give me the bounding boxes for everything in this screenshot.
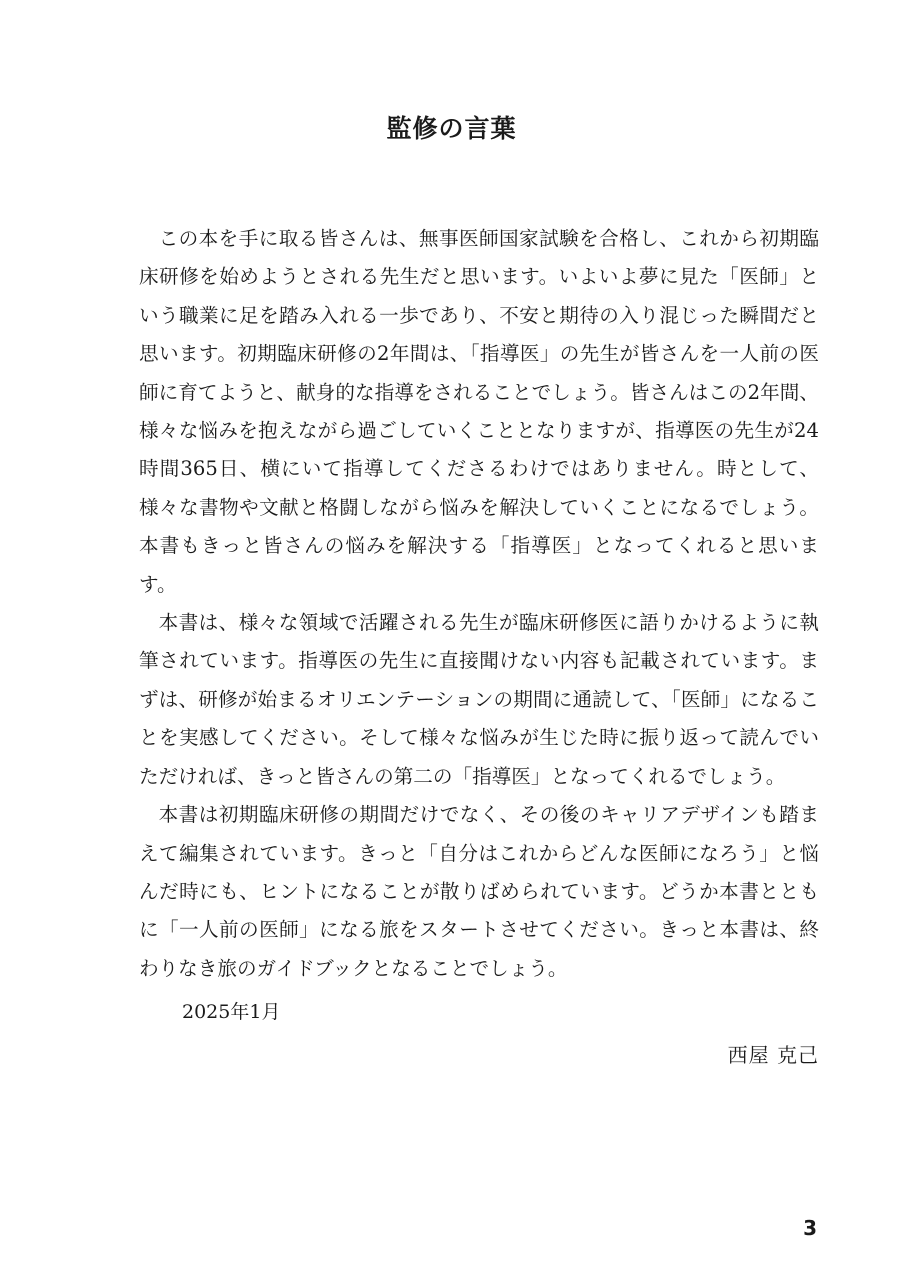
page-title: 監修の言葉 bbox=[386, 113, 517, 143]
author-signature: 西屋 克己 bbox=[727, 1043, 819, 1067]
paragraph-3: 本書は初期臨床研修の期間だけでなく、その後のキャリアデザインも踏まえて編集されています。きっと「自分はこれからどんな医師になろう」と悩んだ時にも、ヒントになることが散りばめられています。どうか本書とともに「一人前の医師」になる旅をスタートさせてください。きっと本書は、終わりなき旅のガイドブックとなることでしょう。 bbox=[139, 803, 819, 980]
paragraph-2: 本書は、様々な領域で活躍される先生が臨床研修医に語りかけるように執筆されています。指導医の先生に直接聞けない内容も記載されています。まずは、研修が始まるオリエンテーションの期間に通読して、「医師」になることを実感してください。そして様々な悩みが生じた時に振り返って読んでいただければ、きっと皆さんの第二の「指導医」となってくれるでしょう。 bbox=[139, 611, 819, 788]
page-number: 3 bbox=[803, 1216, 817, 1240]
date: 2025年1月 bbox=[182, 1001, 281, 1023]
paragraph-1: この本を手に取る皆さんは、無事医師国家試験を合格し、これから初期臨床研修を始めようとされる先生だと思います。いよいよ夢に見た「医師」という職業に足を踏み入れる一歩であり、不安と期待の入り混じった瞬間だと思います。初期臨床研修の2年間は、「指導医」の先生が皆さんを一人前の医師に育てようと、献身的な指導をされることでしょう。皆さんはこの2年間、様々な悩みを抱えながら過ごしていくこととなりますが、指導医の先生が24時間365日、横にいて指導してくださるわけではありません。時として、様々な書物や文献と格闘しながら悩みを解決していくことになるでしょう。本書もきっと皆さんの悩みを解決する「指導医」となってくれると思います。 bbox=[139, 227, 819, 596]
body-text bbox=[139, 220, 819, 988]
